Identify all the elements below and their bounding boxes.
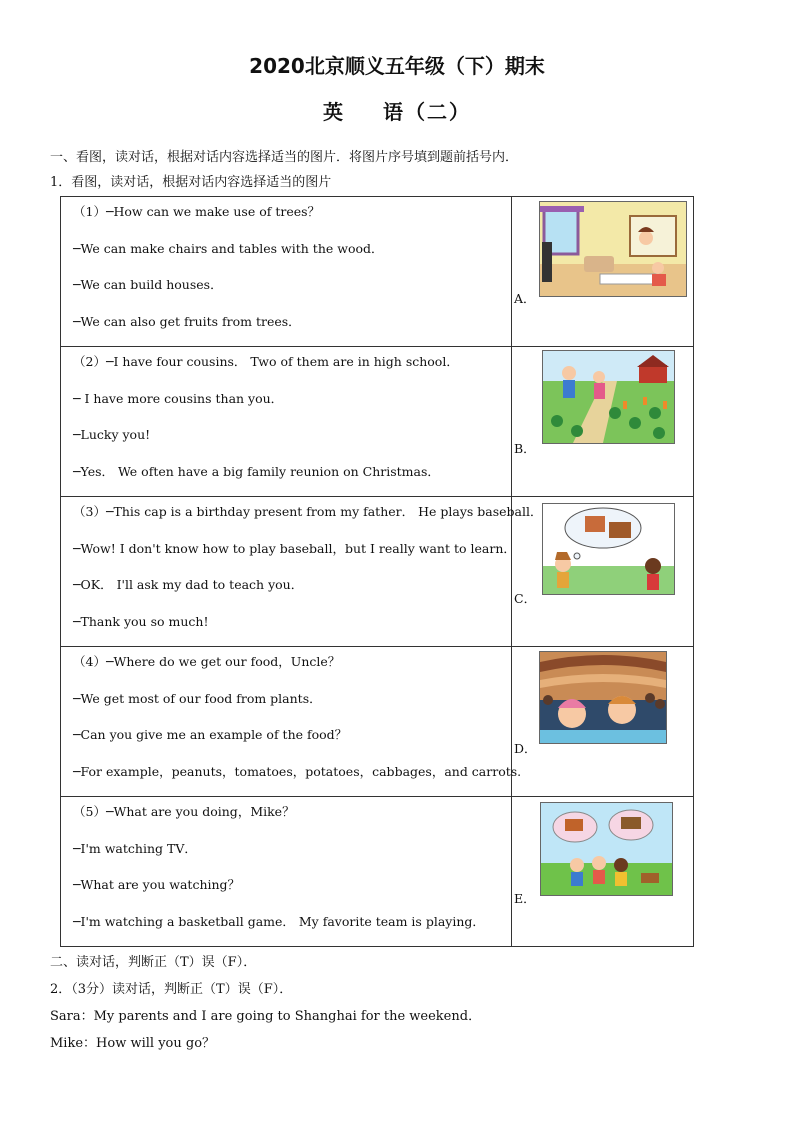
dialogue-line-mike: Mike：How will you go？ <box>50 1036 216 1051</box>
dialogue-line: ─I'm watching a basketball game． My favorite team is playing． <box>73 913 485 929</box>
option-label: D． <box>514 741 537 756</box>
dialogue-line: ─Can you give me an example of the food？ <box>73 727 348 743</box>
page-title: 2020北京顺义五年级（下）期末 <box>249 54 545 78</box>
table-row <box>61 797 694 947</box>
stadium-game-picture-icon <box>539 651 667 744</box>
dialogue-line: ─We can make chairs and tables with the wood． <box>73 240 384 256</box>
dialogue-cell <box>61 497 543 647</box>
dialogue-cell <box>61 647 522 797</box>
question2-prompt: 2．（3分）读对话，判断正（T）误（F）． <box>50 982 293 997</box>
picture-cell <box>512 497 694 647</box>
dialogue-line: （3）─This cap is a birthday present from my father． He plays baseball． <box>73 504 543 519</box>
option-label: B． <box>514 441 536 456</box>
section1-heading: 一、看图，读对话，根据对话内容选择适当的图片．将图片序号填到题前括号内． <box>50 150 519 165</box>
table-row <box>61 347 694 497</box>
dialogue-line: ─I'm watching TV． <box>73 840 197 856</box>
table-row <box>61 197 694 347</box>
table-row <box>61 647 694 797</box>
dialogue-line: （2）─I have four cousins． Two of them are in high school． <box>73 354 459 369</box>
dialogue-line: ─For example，peanuts，tomatoes，potatoes，cabbages，and carrots. <box>73 763 522 779</box>
dialogue-line: ─What are you watching？ <box>73 877 241 893</box>
option-label: A． <box>514 291 536 306</box>
dialogue-cell <box>61 797 512 947</box>
dialogue-line: （1）─How can we make use of trees？ <box>73 204 321 219</box>
option-label: C． <box>514 591 537 606</box>
picture-cell <box>512 197 694 347</box>
dialogue-cell <box>61 347 512 497</box>
living-room-picture-icon <box>539 201 687 297</box>
dialogue-cell <box>61 197 512 347</box>
subject-char-2: 语（二） <box>383 100 471 124</box>
dialogue-line: ─We get most of our food from plants． <box>73 690 322 706</box>
vegetable-farm-picture-icon <box>542 350 675 444</box>
dialogue-line: ─Yes． We often have a big family reunion on Christmas． <box>73 463 440 479</box>
dialogue-line: ─Wow! I don't know how to play baseball，but I really want to learn． <box>73 540 516 556</box>
picture-cell <box>512 797 694 947</box>
dialogue-line: ─We can build houses． <box>73 277 223 293</box>
matching-table <box>60 196 694 947</box>
table-row <box>61 497 694 647</box>
subject-title <box>0 96 794 125</box>
picture-cell <box>512 647 694 797</box>
kids-dreaming-picture-icon <box>540 802 673 896</box>
dialogue-line: ─OK． I'll ask my dad to teach you． <box>73 577 304 593</box>
picture-cell <box>512 347 694 497</box>
question1-prompt: 1．看图，读对话，根据对话内容选择适当的图片 <box>50 175 332 190</box>
dialogue-line: ─Thank you so much! <box>73 613 209 629</box>
dialogue-line: （5）─What are you doing，Mike？ <box>73 804 295 819</box>
dialogue-line-sara: Sara：My parents and I are going to Shanghai for the weekend． <box>50 1009 482 1024</box>
option-label: E． <box>514 891 536 906</box>
dialogue-line: ─ I have more cousins than you． <box>73 390 284 406</box>
dialogue-line: （4）─Where do we get our food，Uncle？ <box>73 654 341 669</box>
dialogue-line: ─We can also get fruits from trees． <box>73 313 301 329</box>
section2-heading: 二、读对话，判断正（T）误（F）． <box>50 955 257 970</box>
dialogue-line: ─Lucky you! <box>73 427 151 443</box>
kids-thinking-picture-icon <box>542 503 675 595</box>
subject-char-1: 英 <box>323 100 345 124</box>
